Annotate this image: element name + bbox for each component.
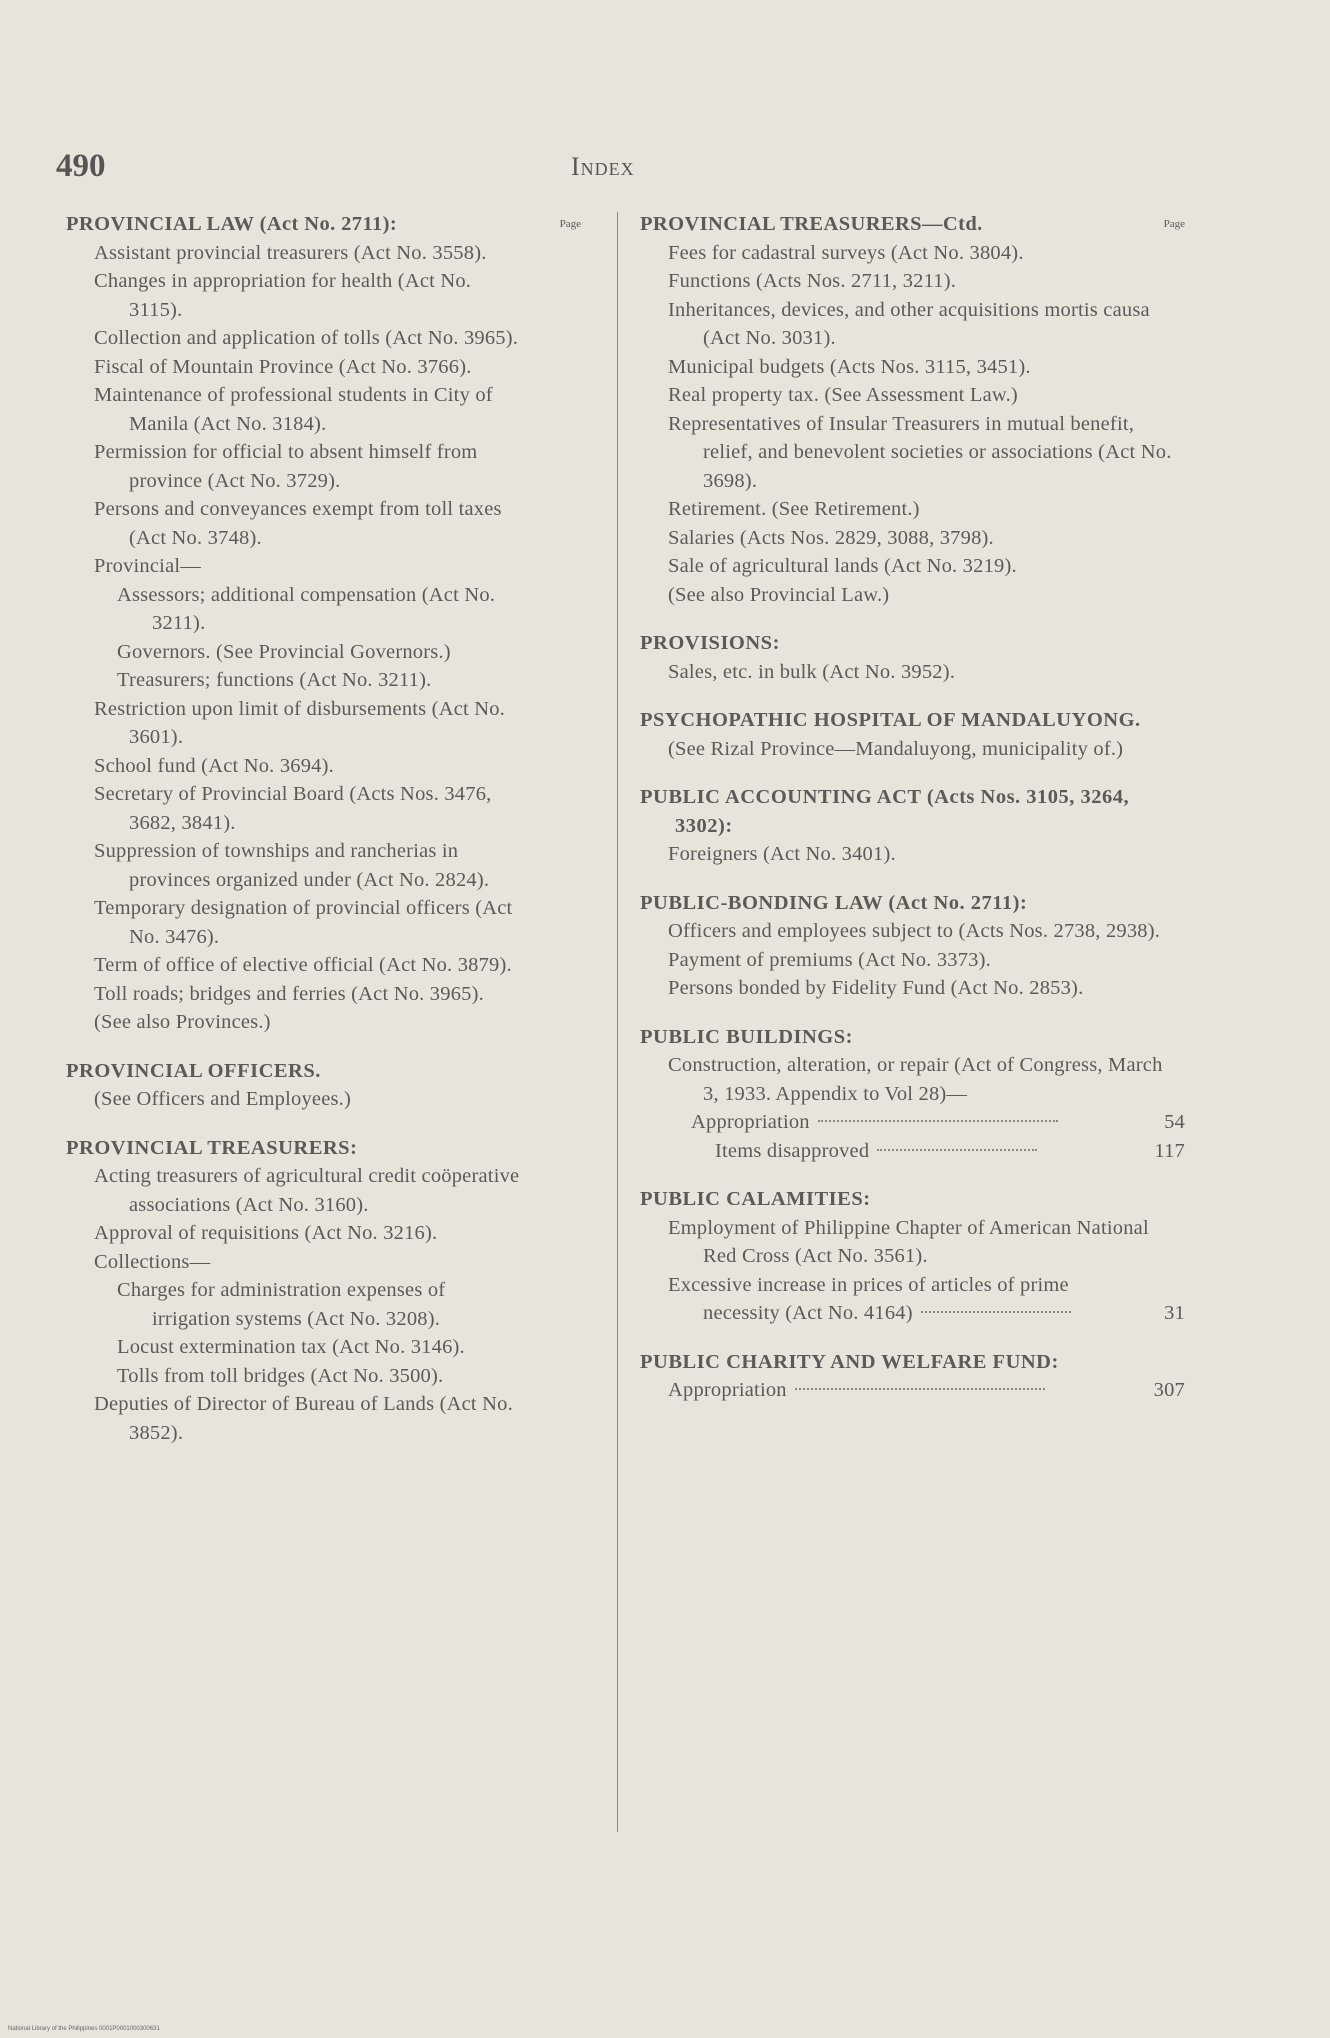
index-entry: Inheritances, devices, and other acquisitions mortis causa (Act No. 3031).	[668, 298, 1150, 349]
heading-text: PROVINCIAL TREASURERS—Ctd.	[640, 213, 983, 235]
index-heading: PUBLIC-BONDING LAW (Act No. 2711):	[640, 891, 1028, 914]
entry-text: Items disapproved	[715, 1139, 870, 1162]
index-entry: Assistant provincial treasurers (Act No. 3558).	[94, 241, 487, 264]
index-entry: Payment of premiums (Act No. 3373).	[668, 948, 991, 971]
index-entry	[640, 1271, 1185, 1328]
index-subentry	[640, 1137, 1185, 1166]
dot-leader	[877, 1149, 1037, 1151]
right-column	[640, 210, 1185, 1405]
index-entry: Permission for official to absent himself from province (Act No. 3729).	[94, 441, 478, 492]
index-entry: (See Officers and Employees.)	[94, 1088, 352, 1110]
page-column-label: Page	[1163, 218, 1185, 230]
index-entry: Toll roads; bridges and ferries (Act No. 3965).	[94, 982, 484, 1005]
page-header	[56, 148, 1176, 192]
scan-footer: National Library of the Philippines 0001P0001000300631	[8, 2026, 160, 2032]
index-entry: Maintenance of professional students in City of Manila (Act No. 3184).	[94, 384, 493, 435]
index-entry: Persons and conveyances exempt from toll taxes (Act No. 3748).	[94, 498, 502, 549]
index-entry: Officers and employees subject to (Acts Nos. 2738, 2938).	[668, 920, 1161, 942]
index-entry: (See Rizal Province—Mandaluyong, municipality of.)	[668, 737, 1124, 760]
dot-leader	[795, 1388, 1045, 1390]
page-reference: 117	[1154, 1139, 1185, 1162]
index-entry: Temporary designation of provincial officers (Act No. 3476).	[94, 897, 513, 948]
index-entry: Retirement. (See Retirement.)	[668, 498, 920, 520]
left-column	[66, 210, 581, 1447]
index-entry: Sales, etc. in bulk (Act No. 3952).	[668, 660, 956, 683]
index-entry: Fees for cadastral surveys (Act No. 3804).	[668, 241, 1024, 264]
index-entry: Representatives of Insular Treasurers in mutual benefit, relief, and benevolent societies or associations (Act No. 3698).	[668, 412, 1172, 492]
entry-text: Appropriation	[691, 1111, 810, 1133]
index-entry: Collection and application of tolls (Act No. 3965).	[94, 327, 519, 349]
index-entry: Collections—	[94, 1250, 211, 1273]
index-subentry: Assessors; additional compensation (Act No. 3211).	[117, 583, 496, 634]
index-heading: PUBLIC ACCOUNTING ACT (Acts Nos. 3105, 3264, 3302):	[640, 786, 1130, 837]
index-subentry: Treasurers; functions (Act No. 3211).	[117, 669, 432, 691]
entry-text: Excessive increase in prices of articles of prime necessity (Act No. 4164)	[668, 1273, 1069, 1324]
index-heading: PROVINCIAL TREASURERS:	[66, 1136, 358, 1159]
index-heading: PROVINCIAL OFFICERS.	[66, 1059, 321, 1082]
index-entry: Restriction upon limit of disbursements (Act No. 3601).	[94, 697, 506, 748]
index-subentry: Tolls from toll bridges (Act No. 3500).	[117, 1364, 444, 1387]
index-entry: Real property tax. (See Assessment Law.)	[668, 384, 1018, 406]
index-entry: Salaries (Acts Nos. 2829, 3088, 3798).	[668, 526, 994, 549]
index-entry: Deputies of Director of Bureau of Lands (Act No. 3852).	[94, 1393, 513, 1444]
index-subentry	[640, 1108, 1185, 1137]
right-column-heading	[640, 210, 1185, 239]
index-subentry: Locust extermination tax (Act No. 3146).	[117, 1336, 465, 1358]
index-entry: Provincial—	[94, 555, 201, 577]
index-entry: Acting treasurers of agricultural credit coöperative associations (Act No. 3160).	[94, 1165, 520, 1216]
index-entry: Approval of requisitions (Act No. 3216).	[94, 1222, 438, 1244]
index-entry: Employment of Philippine Chapter of American National Red Cross (Act No. 3561).	[668, 1216, 1149, 1267]
page-number: 490	[56, 148, 106, 184]
index-heading: PROVISIONS:	[640, 632, 780, 654]
index-subentry: Governors. (See Provincial Governors.)	[117, 640, 451, 663]
page-reference: 307	[1153, 1379, 1185, 1401]
index-entry: (See also Provincial Law.)	[668, 583, 890, 606]
index-entry: Term of office of elective official (Act No. 3879).	[94, 954, 512, 976]
entry-text: Appropriation	[668, 1379, 787, 1401]
page-reference: 31	[1164, 1302, 1185, 1324]
index-entry: Municipal budgets (Acts Nos. 3115, 3451).	[668, 355, 1031, 378]
index-entry: Secretary of Provincial Board (Acts Nos. 3476, 3682, 3841).	[94, 783, 492, 834]
index-entry: Sale of agricultural lands (Act No. 3219).	[668, 555, 1017, 577]
running-head: Index	[571, 152, 635, 181]
page-column-label: Page	[559, 218, 581, 230]
index-entry: Changes in appropriation for health (Act No. 3115).	[94, 270, 472, 321]
index-entry: Fiscal of Mountain Province (Act No. 3766).	[94, 355, 472, 378]
index-entry	[640, 1376, 1185, 1405]
index-subentry: Charges for administration expenses of irrigation systems (Act No. 3208).	[117, 1279, 446, 1330]
dot-leader	[921, 1311, 1071, 1313]
index-entry: Construction, alteration, or repair (Act of Congress, March 3, 1933. Appendix to Vol 28)—	[668, 1054, 1163, 1105]
index-entry: School fund (Act No. 3694).	[94, 754, 334, 777]
index-entry: Persons bonded by Fidelity Fund (Act No. 2853).	[668, 977, 1084, 999]
index-entry: Functions (Acts Nos. 2711, 3211).	[668, 270, 957, 292]
index-heading: PSYCHOPATHIC HOSPITAL OF MANDALUYONG.	[640, 709, 1141, 731]
heading-text: PROVINCIAL LAW (Act No. 2711):	[66, 213, 398, 235]
index-entry: (See also Provinces.)	[94, 1011, 271, 1033]
dot-leader	[818, 1120, 1058, 1122]
index-heading: PUBLIC BUILDINGS:	[640, 1025, 853, 1048]
index-heading: PUBLIC CALAMITIES:	[640, 1188, 871, 1210]
page-reference: 54	[1164, 1111, 1185, 1133]
column-divider	[617, 212, 618, 1832]
index-entry: Suppression of townships and rancherias in provinces organized under (Act No. 2824).	[94, 840, 490, 891]
index-heading: PUBLIC CHARITY AND WELFARE FUND:	[640, 1350, 1059, 1373]
index-entry: Foreigners (Act No. 3401).	[668, 843, 896, 865]
left-column-heading	[66, 210, 581, 239]
